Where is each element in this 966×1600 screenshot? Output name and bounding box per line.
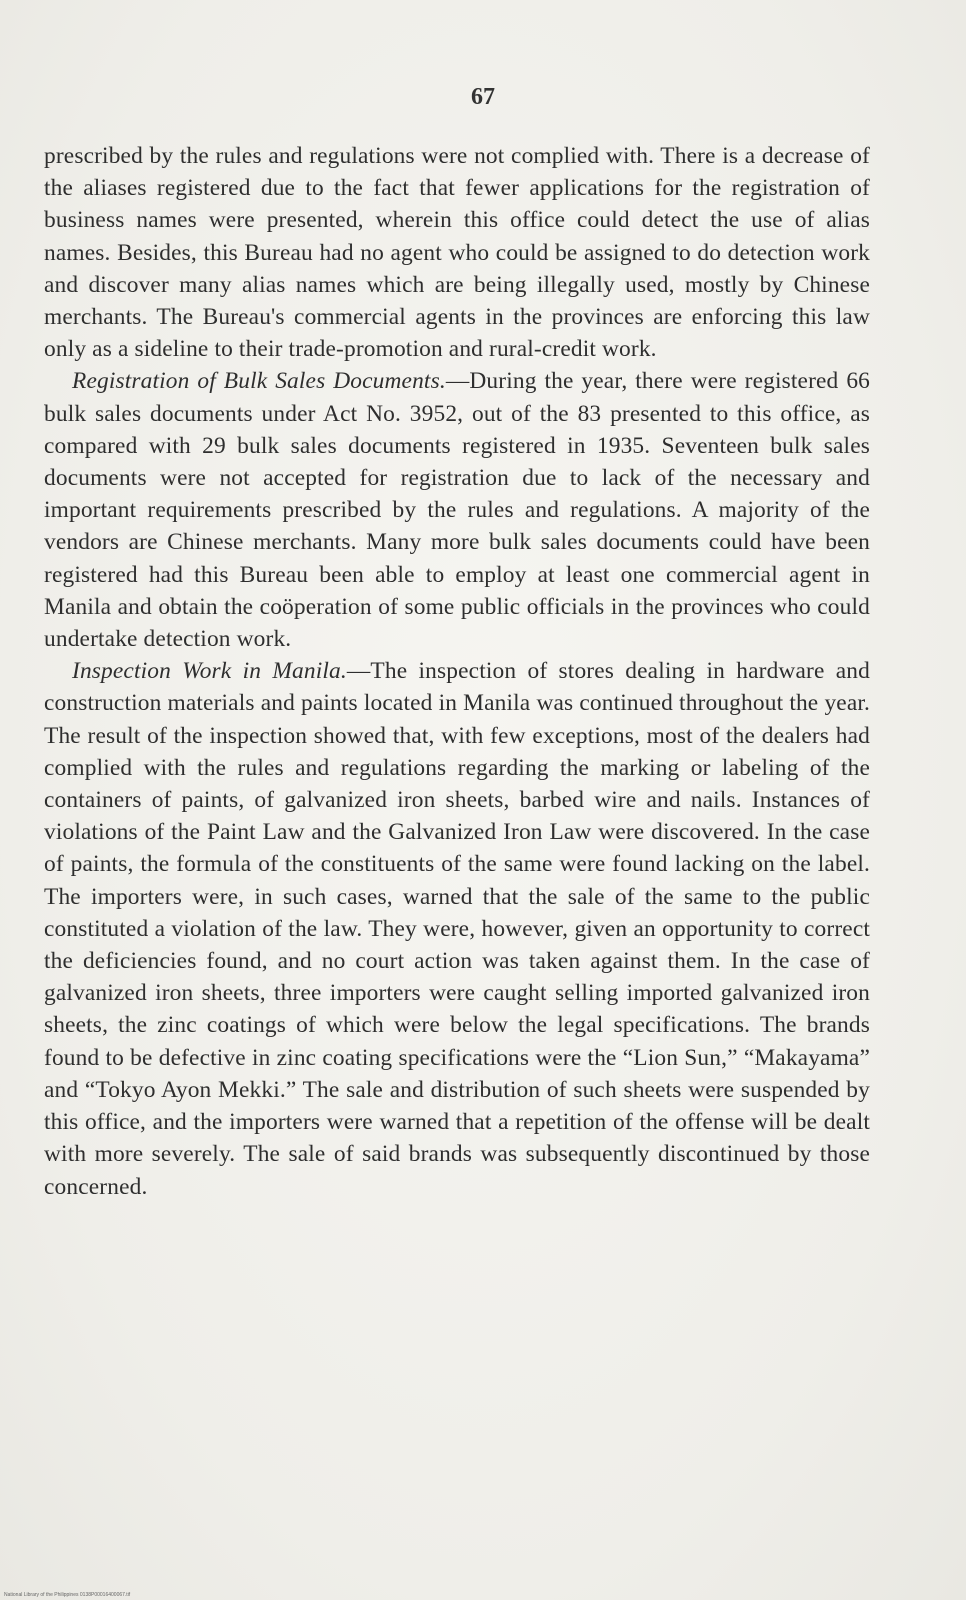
body-text	[44, 140, 870, 1203]
paragraph-aliases	[44, 140, 870, 365]
paragraph-bulk-sales	[44, 365, 870, 655]
paragraph-text: —The inspection of stores dealing in hardware and construction materials and paints located in Manila was continued throughout the year. The result of the inspection showed that, with few exceptions, most of the dealers had complied with the rules and regulations regarding the marking or labeling of the containers of paints, of galvanized iron sheets, barbed wire and nails. Instances of violations of the Paint Law and the Galvanized Iron Law were discovered. In the case of paints, the formula of the constituents of the same were found lacking on the label. The importers were, in such cases, warned that the sale of the same to the public constituted a violation of the law. They were, however, given an opportunity to correct the deficiencies found, and no court action was taken against them. In the case of galvanized iron sheets, three importers were caught selling imported galvanized iron sheets, the zinc coatings of which were below the legal specifications. The brands found to be defective in zinc coating specifications were the “Lion Sun,” “Makayama” and “Tokyo Ayon Mekki.” The sale and distribution of such sheets were suspended by this office, and the importers were warned that a repetition of the offense will be dealt with more severely. The sale of said brands was subsequently discontinued by those concerned.	[44, 658, 870, 1200]
paragraph-inspection	[44, 655, 870, 1202]
page-number: 67	[471, 84, 495, 110]
paragraph-text: prescribed by the rules and regulations were not complied with. There is a decrease of the aliases registered due to the fact that fewer applications for the registration of business names were presented, wherein this office could detect the use of alias names. Besides, this Bureau had no agent who could be assigned to do detection work and discover many alias names which are being illegally used, mostly by Chinese merchants. The Bureau's commercial agents in the provinces are enforcing this law only as a sideline to their trade-promotion and rural-credit work.	[44, 143, 870, 363]
section-heading-inspection: Inspection Work in Manila.	[72, 658, 347, 685]
footer-credit: National Library of the Philippines 0138P00016400067.tif	[4, 1592, 131, 1598]
section-heading-bulk-sales: Registration of Bulk Sales Documents.	[72, 368, 446, 395]
paragraph-text: —During the year, there were registered 66 bulk sales documents under Act No. 3952, out of the 83 presented to this office, as compared with 29 bulk sales documents registered in 1935. Seventeen bulk sales documents were not accepted for registration due to lack of the necessary and important requirements prescribed by the rules and regulations. A majority of the vendors are Chinese merchants. Many more bulk sales documents could have been registered had this Bureau been able to employ at least one commercial agent in Manila and obtain the coöperation of some public officials in the provinces who could undertake detection work.	[44, 368, 871, 653]
